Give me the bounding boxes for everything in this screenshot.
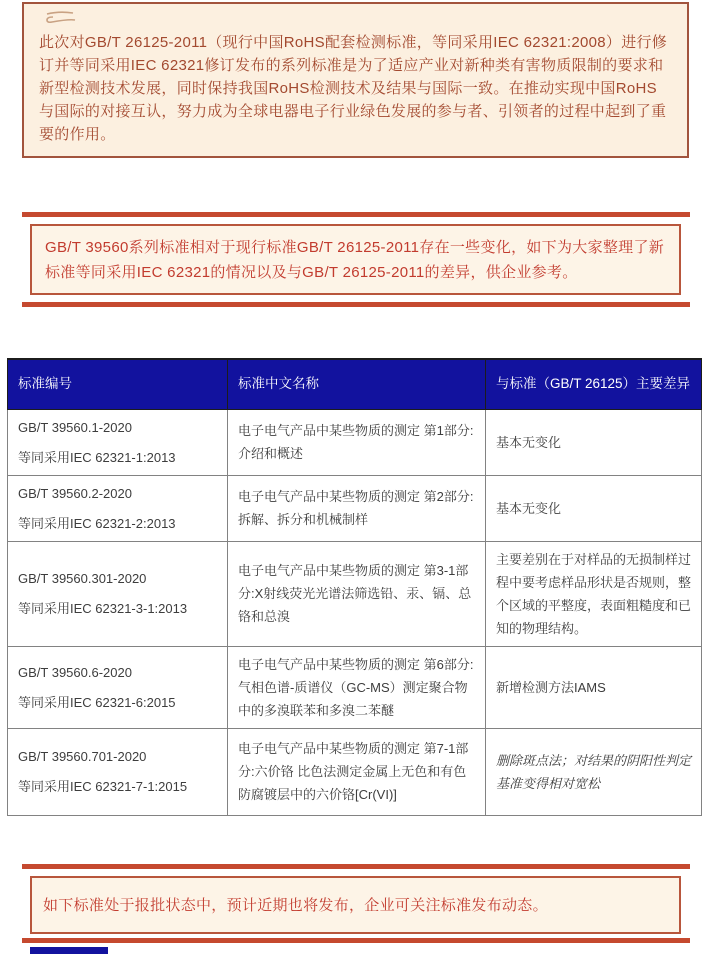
intro-box	[22, 2, 689, 158]
cell-standard-diff: 删除斑点法；对结果的阴阳性判定基准变得相对宽松	[486, 728, 702, 815]
divider-bar	[22, 938, 690, 943]
standard-adoption: 等同采用IEC 62321-1:2013	[18, 449, 176, 465]
pending-note-text: 如下标准处于报批状态中，预计近期也将发布，企业可关注标准发布动态。	[43, 896, 548, 914]
standard-adoption: 等同采用IEC 62321-2:2013	[18, 515, 176, 531]
standard-number: GB/T 39560.6-2020	[18, 664, 132, 680]
cell-standard-name: 电子电气产品中某些物质的测定 第7-1部分:六价铬 比色法测定金属上无色和有色防腐镀层中的六价铬[Cr(VI)]	[228, 728, 486, 815]
cell-standard-name: 电子电气产品中某些物质的测定 第1部分:介绍和概述	[228, 409, 486, 475]
intro-text: 此次对GB/T 26125-2011（现行中国RoHS配套检测标准，等同采用IEC 62321:2008）进行修订并等同采用IEC 62321修订发布的系列标准是为了适应产业对新种类有害物质限制的要求和新型检测技术发展，同时保持我国RoHS检测技术及结果与国际一致。在推动实现中国RoHS与国际的对接互认，努力成为全球电器电子行业绿色发展的参与者、引领者的过程中起到了重要的作用。	[39, 34, 668, 143]
cell-standard-code	[8, 475, 228, 541]
changes-note-box	[30, 224, 681, 295]
standard-number: GB/T 39560.301-2020	[18, 571, 147, 586]
cell-standard-name: 电子电气产品中某些物质的测定 第2部分:拆解、拆分和机械制样	[228, 475, 486, 541]
table-row	[8, 475, 702, 541]
cell-standard-diff: 主要差别在于对样品的无损制样过程中要考虑样品形状是否规则，整个区域的平整度，表面粗糙度和已知的物理结构。	[486, 541, 702, 646]
cell-standard-diff: 新增检测方法IAMS	[486, 646, 702, 728]
column-header-name: 标准中文名称	[228, 359, 486, 409]
cell-standard-diff: 基本无变化	[486, 409, 702, 475]
cloud-ornament-icon	[39, 8, 79, 30]
table-row	[8, 646, 702, 728]
cell-standard-code	[8, 728, 228, 815]
article-page	[0, 2, 708, 954]
divider-bar	[22, 864, 690, 869]
pending-note-box	[30, 876, 681, 934]
table-row	[8, 541, 702, 646]
changes-note-text: GB/T 39560系列标准相对于现行标准GB/T 26125-2011存在一些变化，如下为大家整理了新标准等同采用IEC 62321的情况以及与GB/T 26125-2011的差异，供企业参考。	[45, 239, 665, 281]
cell-standard-name: 电子电气产品中某些物质的测定 第6部分:气相色谱-质谱仪（GC-MS）测定聚合物中的多溴联苯和多溴二苯醚	[228, 646, 486, 728]
table-header-row	[8, 359, 702, 409]
standard-number: GB/T 39560.701-2020	[18, 749, 147, 764]
cell-standard-code	[8, 646, 228, 728]
standard-adoption: 等同采用IEC 62321-6:2015	[18, 694, 176, 710]
divider-bar	[22, 302, 690, 307]
column-header-code: 标准编号	[8, 359, 228, 409]
standard-adoption: 等同采用IEC 62321-7-1:2015	[18, 779, 188, 794]
next-table-header-partial	[30, 947, 108, 954]
cell-standard-code	[8, 541, 228, 646]
standard-number: GB/T 39560.2-2020	[18, 485, 132, 501]
table-row	[8, 409, 702, 475]
column-header-diff: 与标准（GB/T 26125）主要差异	[486, 359, 702, 409]
standard-number: GB/T 39560.1-2020	[18, 419, 132, 435]
table-row	[8, 728, 702, 815]
standard-adoption: 等同采用IEC 62321-3-1:2013	[18, 601, 188, 616]
divider-bar	[22, 212, 690, 217]
standards-table	[7, 358, 702, 816]
cell-standard-diff: 基本无变化	[486, 475, 702, 541]
cell-standard-code	[8, 409, 228, 475]
cell-standard-name: 电子电气产品中某些物质的测定 第3-1部分:X射线荧光光谱法筛选铅、汞、镉、总铬和总溴	[228, 541, 486, 646]
